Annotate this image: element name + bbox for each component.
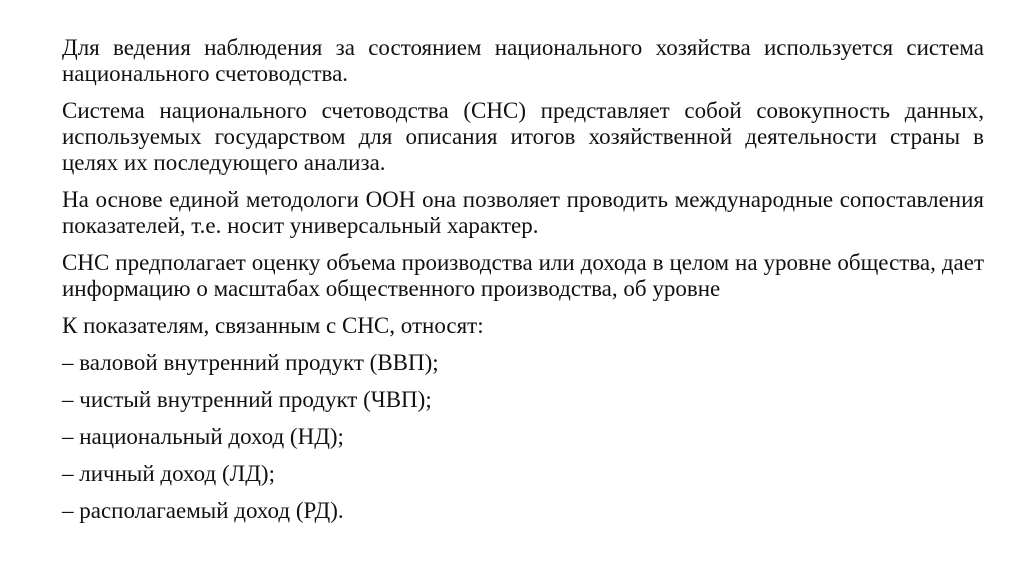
list-item-personal-income: – личный доход (ЛД); (62, 461, 275, 486)
paragraph-national-accounts-intro: Для ведения наблюдения за состоянием национального хозяйства используется система национального счетоводства. (62, 35, 984, 86)
paragraph-un-methodology: На основе единой методологи ООН она позволяет проводить международные сопоставления показателей, т.е. носит универсальный характер. (62, 187, 984, 238)
list-item-ndp: – чистый внутренний продукт (ЧВП); (62, 387, 432, 412)
list-item-gdp: – валовой внутренний продукт (ВВП); (62, 350, 439, 375)
paragraph-indicators-heading: К показателям, связанным с СНС, относят: (62, 313, 484, 338)
paragraph-sna-definition: Система национального счетоводства (СНС) представляет собой совокупность данных, используемых государством для описания итогов хозяйственной деятельности страны в целях их последующего анализа. (62, 98, 984, 175)
list-item-national-income: – национальный доход (НД); (62, 424, 344, 449)
list-item-disposable-income: – располагаемый доход (РД). (62, 498, 344, 523)
slide-content (62, 35, 984, 535)
paragraph-sna-assessment: СНС предполагает оценку объема производства или дохода в целом на уровне общества, дает информацию о масштабах общественного производства, об уровне (62, 250, 984, 301)
